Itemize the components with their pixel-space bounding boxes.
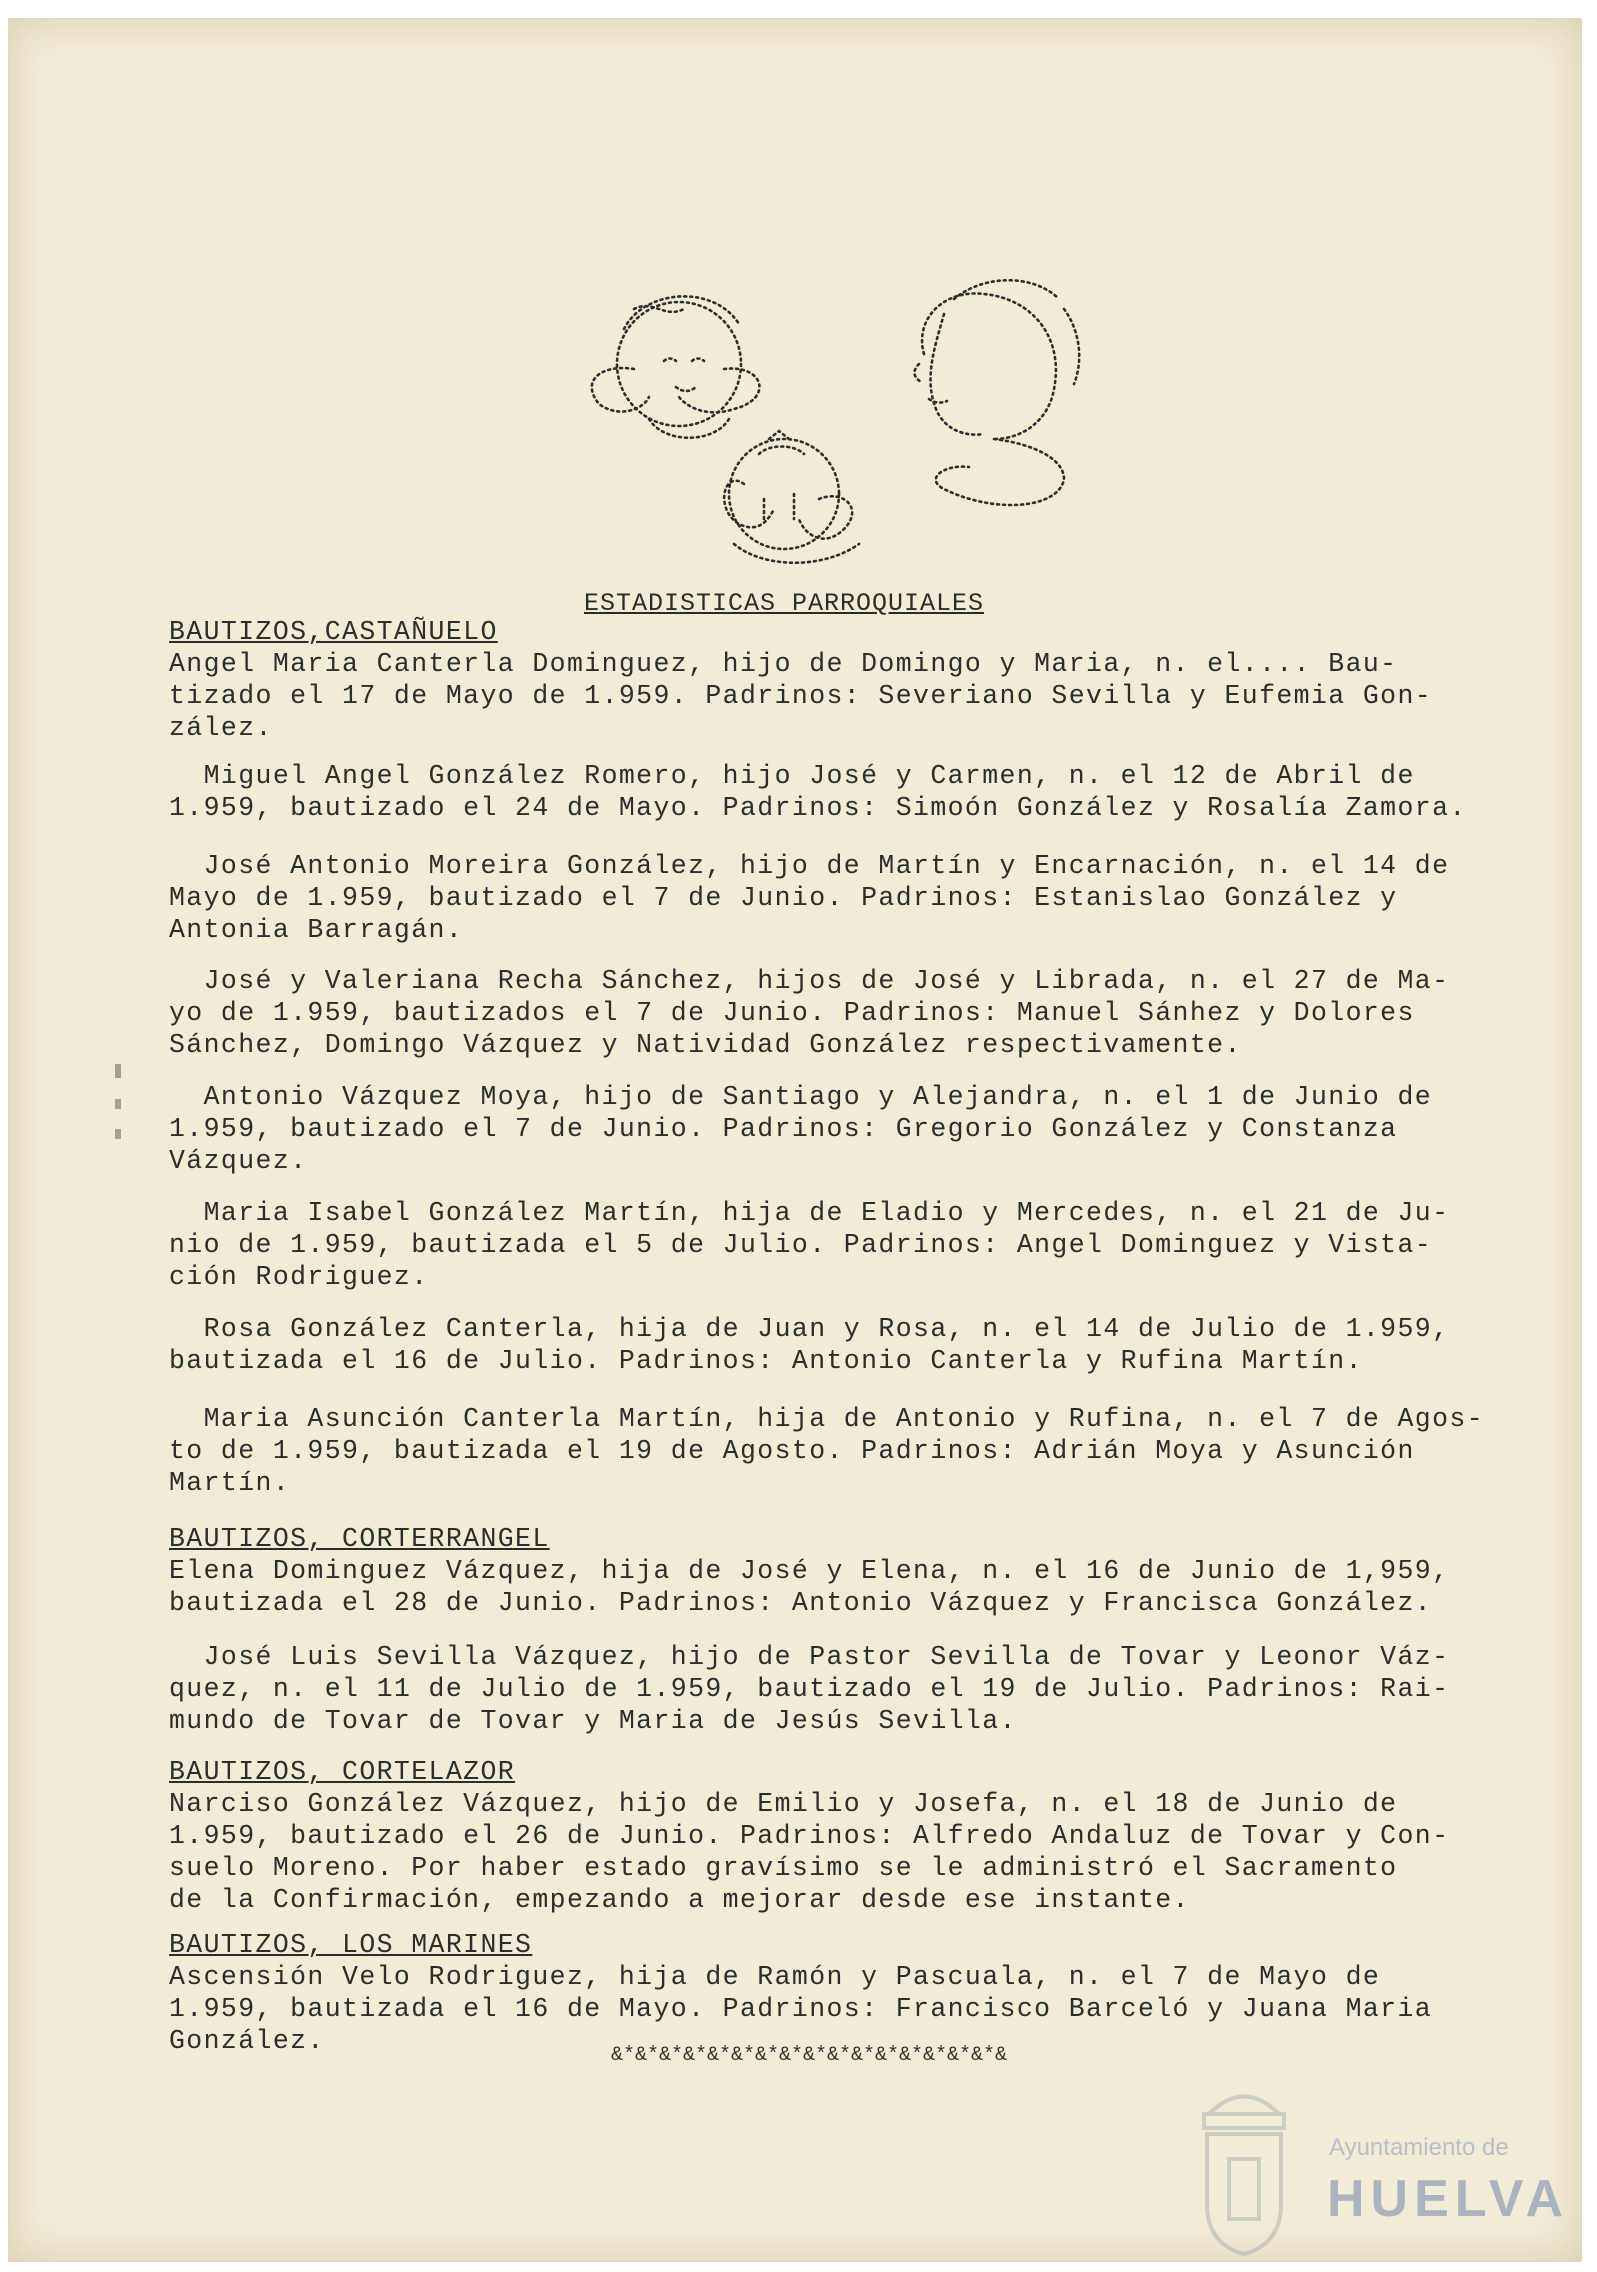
section-heading: BAUTIZOS, CORTELAZOR bbox=[169, 1757, 516, 1787]
baptism-entry: Ascensión Velo Rodriguez, hija de Ramón y Pascuala, n. el 7 de Mayo de 1.959, bautizada el 16 de Mayo. Padrinos: Francisco Barceló y Juana Maria González. bbox=[169, 1962, 1433, 2056]
baptism-entry: Narciso González Vázquez, hijo de Emilio y Josefa, n. el 18 de Junio de 1.959, bautizado el 26 de Junio. Padrinos: Alfredo Andaluz de Tovar y Con- suelo Moreno. Por haber estado gravísimo se le administró el Sacramento de la Confirmación, empezando a mejorar desde ese instante. bbox=[169, 1789, 1450, 1915]
coat-of-arms-icon bbox=[1189, 2079, 1299, 2259]
document-page bbox=[8, 18, 1582, 2262]
baptism-entry: Angel Maria Canterla Dominguez, hijo de Domingo y Maria, n. el.... Bau- tizado el 17 de Mayo de 1.959. Padrinos: Severiano Sevilla y Eufemia Gon- zález. bbox=[169, 649, 1433, 743]
baptism-entry: Maria Isabel González Martín, hija de Eladio y Mercedes, n. el 21 de Ju- nio de 1.959, bautizada el 5 de Julio. Padrinos: Angel Dominguez y Vista- ción Rodriguez. bbox=[169, 1198, 1450, 1292]
watermark-caption: Ayuntamiento de bbox=[1329, 2134, 1509, 2161]
document-title: ESTADISTICAS PARROQUIALES bbox=[583, 589, 985, 618]
baptism-entry: José y Valeriana Recha Sánchez, hijos de José y Librada, n. el 27 de Ma- yo de 1.959, bautizados el 7 de Junio. Padrinos: Manuel Sánhez y Dolores Sánchez, Domingo Vázquez y Natividad González respectivamente. bbox=[169, 966, 1450, 1060]
section-heading: BAUTIZOS,CASTAÑUELO bbox=[169, 617, 498, 647]
baptism-entry: Elena Dominguez Vázquez, hija de José y Elena, n. el 16 de Junio de 1,959, bautizada el 28 de Junio. Padrinos: Antonio Vázquez y Francisca González. bbox=[169, 1556, 1450, 1618]
baptism-entry: Miguel Angel González Romero, hijo José y Carmen, n. el 12 de Abril de 1.959, bautizado el 24 de Mayo. Padrinos: Simoón González y Rosalía Zamora. bbox=[169, 761, 1467, 823]
ink-mark bbox=[115, 1099, 121, 1109]
baptism-entry: José Luis Sevilla Vázquez, hijo de Pastor Sevilla de Tovar y Leonor Váz- quez, n. el 11 de Julio de 1.959, bautizado el 19 de Julio. Padrinos: Rai- mundo de Tovar de Tovar y Maria de Jesús Sevilla. bbox=[169, 1642, 1450, 1736]
ink-mark bbox=[115, 1129, 121, 1139]
section-heading: BAUTIZOS, CORTERRANGEL bbox=[169, 1524, 550, 1554]
watermark-logo-text: HUELVA bbox=[1327, 2170, 1570, 2228]
section-heading: BAUTIZOS, LOS MARINES bbox=[169, 1930, 533, 1960]
ink-mark bbox=[115, 1064, 121, 1078]
babies-illustration bbox=[564, 269, 1104, 589]
baptism-entry: José Antonio Moreira González, hijo de Martín y Encarnación, n. el 14 de Mayo de 1.959, bautizado el 7 de Junio. Padrinos: Estanislao González y Antonia Barragán. bbox=[169, 851, 1450, 945]
baptism-entry: Rosa González Canterla, hija de Juan y Rosa, n. el 14 de Julio de 1.959, bautizada el 16 de Julio. Padrinos: Antonio Canterla y Rufina Martín. bbox=[169, 1314, 1450, 1376]
ornament-divider: &*&*&*&*&*&*&*&*&*&*&*&*&*&*&*&*& bbox=[610, 2044, 1008, 2067]
baptism-entry: Antonio Vázquez Moya, hijo de Santiago y Alejandra, n. el 1 de Junio de 1.959, bautizado el 7 de Junio. Padrinos: Gregorio González y Constanza Vázquez. bbox=[169, 1082, 1433, 1176]
baptism-entry: Maria Asunción Canterla Martín, hija de Antonio y Rufina, n. el 7 de Agos- to de 1.959, bautizada el 19 de Agosto. Padrinos: Adrián Moya y Asunción Martín. bbox=[169, 1404, 1484, 1498]
